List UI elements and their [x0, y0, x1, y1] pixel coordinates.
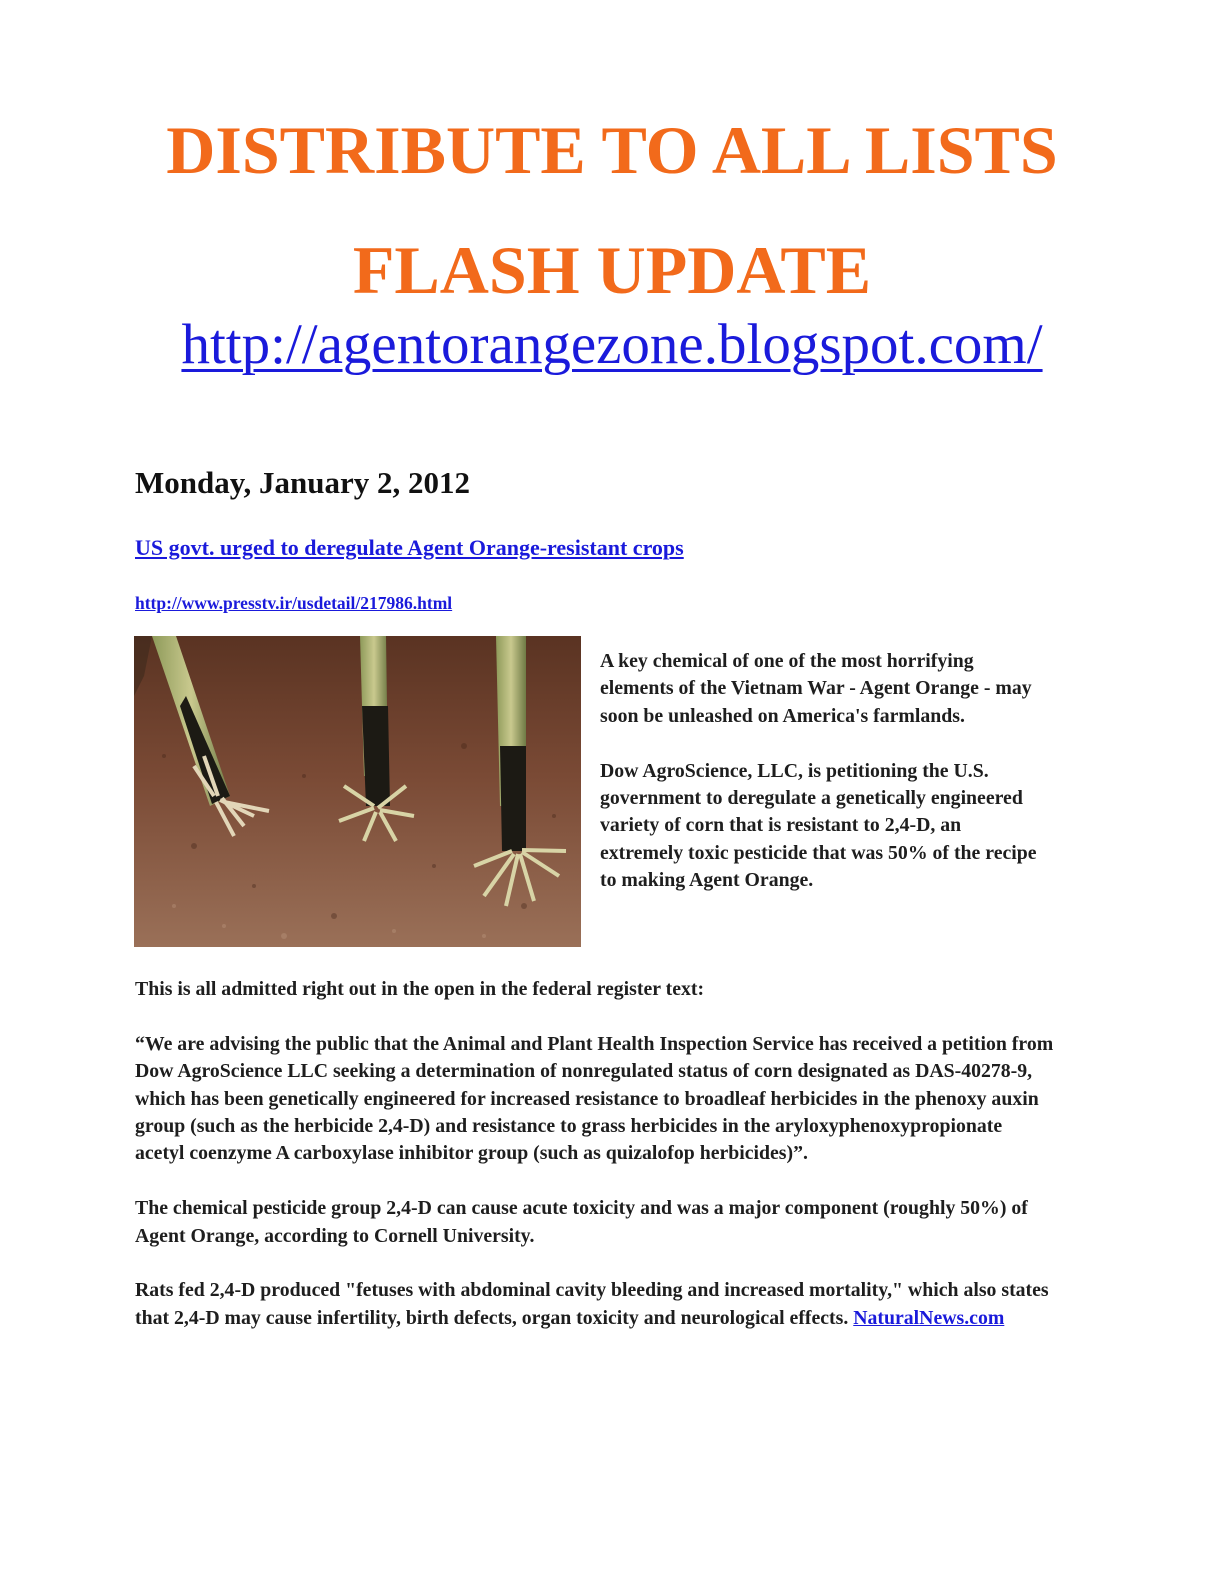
body-paragraph: This is all admitted right out in the open in the federal register text: [135, 978, 705, 1000]
last-paragraph-text: Rats fed 2,4-D produced "fetuses with abdominal cavity bleeding and increased mortality," which also states that 2,4-D may cause infertility, birth defects, organ toxicity and neurological effects. [135, 1279, 1049, 1329]
article-body [135, 976, 1055, 1360]
post-title-link[interactable]: US govt. urged to deregulate Agent Orange-resistant crops [135, 535, 684, 560]
headline-flash-update: FLASH UPDATE [352, 232, 872, 308]
body-paragraph: The chemical pesticide group 2,4-D can cause acute toxicity and was a major component (roughly 50%) of Agent Orange, according to Cornell University. [135, 1197, 1028, 1247]
corn-stalks-photo [134, 636, 581, 947]
side-paragraph: Dow AgroScience, LLC, is petitioning the U.S. government to deregulate a genetically engineered variety of corn that is resistant to 2,4-D, an extremely toxic pesticide that was 50% of the recipe to making Agent Orange. [600, 759, 1037, 892]
side-paragraph: A key chemical of one of the most horrifying elements of the Vietnam War - Agent Orange - may soon be unleashed on America's farmlands. [600, 650, 1032, 727]
headline-distribute: DISTRIBUTE TO ALL LISTS [166, 112, 1058, 188]
source-url-link[interactable]: http://www.presstv.ir/usdetail/217986.html [135, 593, 453, 613]
blog-url-link[interactable]: http://agentorangezone.blogspot.com/ [181, 313, 1043, 376]
naturalnews-link[interactable]: NaturalNews.com [853, 1306, 1005, 1329]
body-paragraph-last [135, 1277, 1055, 1332]
post-date: Monday, January 2, 2012 [135, 465, 471, 500]
side-text-column [600, 648, 1040, 922]
body-paragraph: “We are advising the public that the Animal and Plant Health Inspection Service has received a petition from Dow AgroScience LLC seeking a determination of nonregulated status of corn designated as DAS-40278-9, which has been genetically engineered for increased resistance to broadleaf herbicides in the phenoxy auxin group (such as the herbicide 2,4-D) and resistance to grass herbicides in the aryloxyphenoxypropionate acetyl coenzyme A carboxylase inhibitor group (such as quizalofop herbicides)”. [135, 1032, 1054, 1165]
